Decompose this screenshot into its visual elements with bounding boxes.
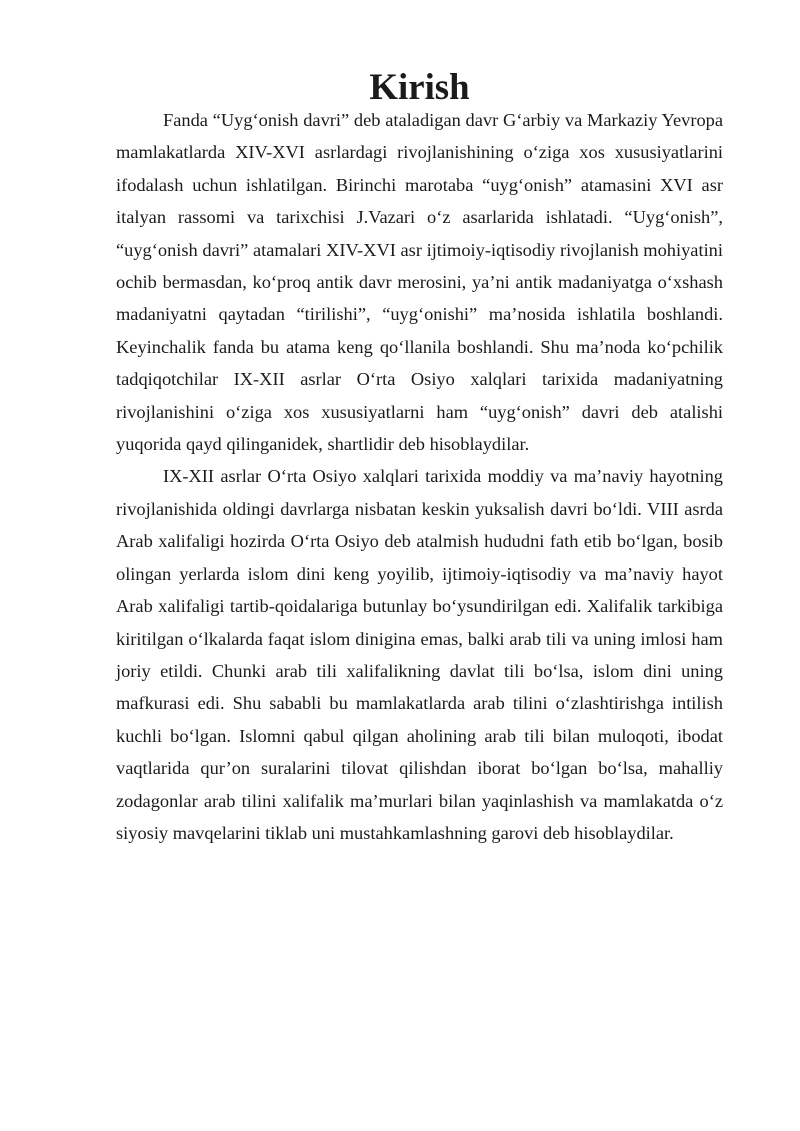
paragraph-1: Fanda “Uyg‘onish davri” deb ataladigan davr G‘arbiy va Markaziy Yevropa mamlakatlarda XIV-XVI asrlardagi rivojlanishining o‘ziga xos xususiyatlarini ifodalash uchun ishlatilgan. Birinchi marotaba “uyg‘onish” atamasini XVI asr italyan rassomi va tarixchisi J.Vazari o‘z asarlarida ishlatadi. “Uyg‘onish”, “uyg‘onish davri” atamalari XIV-XVI asr ijtimoiy-iqtisodiy rivojlanish mohiyatini ochib bermasdan, ko‘proq antik davr merosini, ya’ni antik madaniyatga o‘xshash madaniyatni qaytadan “tirilishi”, “uyg‘onishi” ma’nosida ishlatila boshlandi. Keyinchalik fanda bu atama keng qo‘llanila boshlandi. Shu ma’noda ko‘pchilik tadqiqotchilar IX-XII asrlar O‘rta Osiyo xalqlari tarixida madaniyatning rivojlanishini o‘ziga xos xususiyatlarni ham “uyg‘onish” davri deb atalishi yuqorida qayd qilinganidek, shartlidir deb hisoblaydilar.: [116, 110, 723, 455]
document-page: [116, 66, 723, 849]
document-title: Kirish: [369, 66, 470, 107]
paragraph-2: IX-XII asrlar O‘rta Osiyo xalqlari tarixida moddiy va ma’naviy hayotning rivojlanishida oldingi davrlarga nisbatan keskin yuksalish davri bo‘ldi. VIII asrda Arab xalifaligi hozirda O‘rta Osiyo deb atalmish hududni fath etib bo‘lgan, bosib olingan yerlarda islom dini keng yoyilib, ijtimoiy-iqtisodiy va ma’naviy hayot Arab xalifaligi tartib-qoidalariga butunlay bo‘ysundirilgan edi. Xalifalik tarkibiga kiritilgan o‘lkalarda faqat islom dinigina emas, balki arab tili va uning imlosi ham joriy etildi. Chunki arab tili xalifalikning davlat tili bo‘lsa, islom dini uning mafkurasi edi. Shu sababli bu mamlakatlarda arab tilini o‘zlashtirishga intilish kuchli bo‘lgan. Islomni qabul qilgan aholining arab tili bilan muloqoti, ibodat vaqtlarida qur’on suralarini tilovat qilishdan iborat bo‘lgan bo‘lsa, mahalliy zodagonlar arab tilini xalifalik ma’murlari bilan yaqinlashish va mamlakatda o‘z siyosiy mavqelarini tiklab uni mustahkamlashning garovi deb hisoblaydilar.: [116, 466, 723, 843]
